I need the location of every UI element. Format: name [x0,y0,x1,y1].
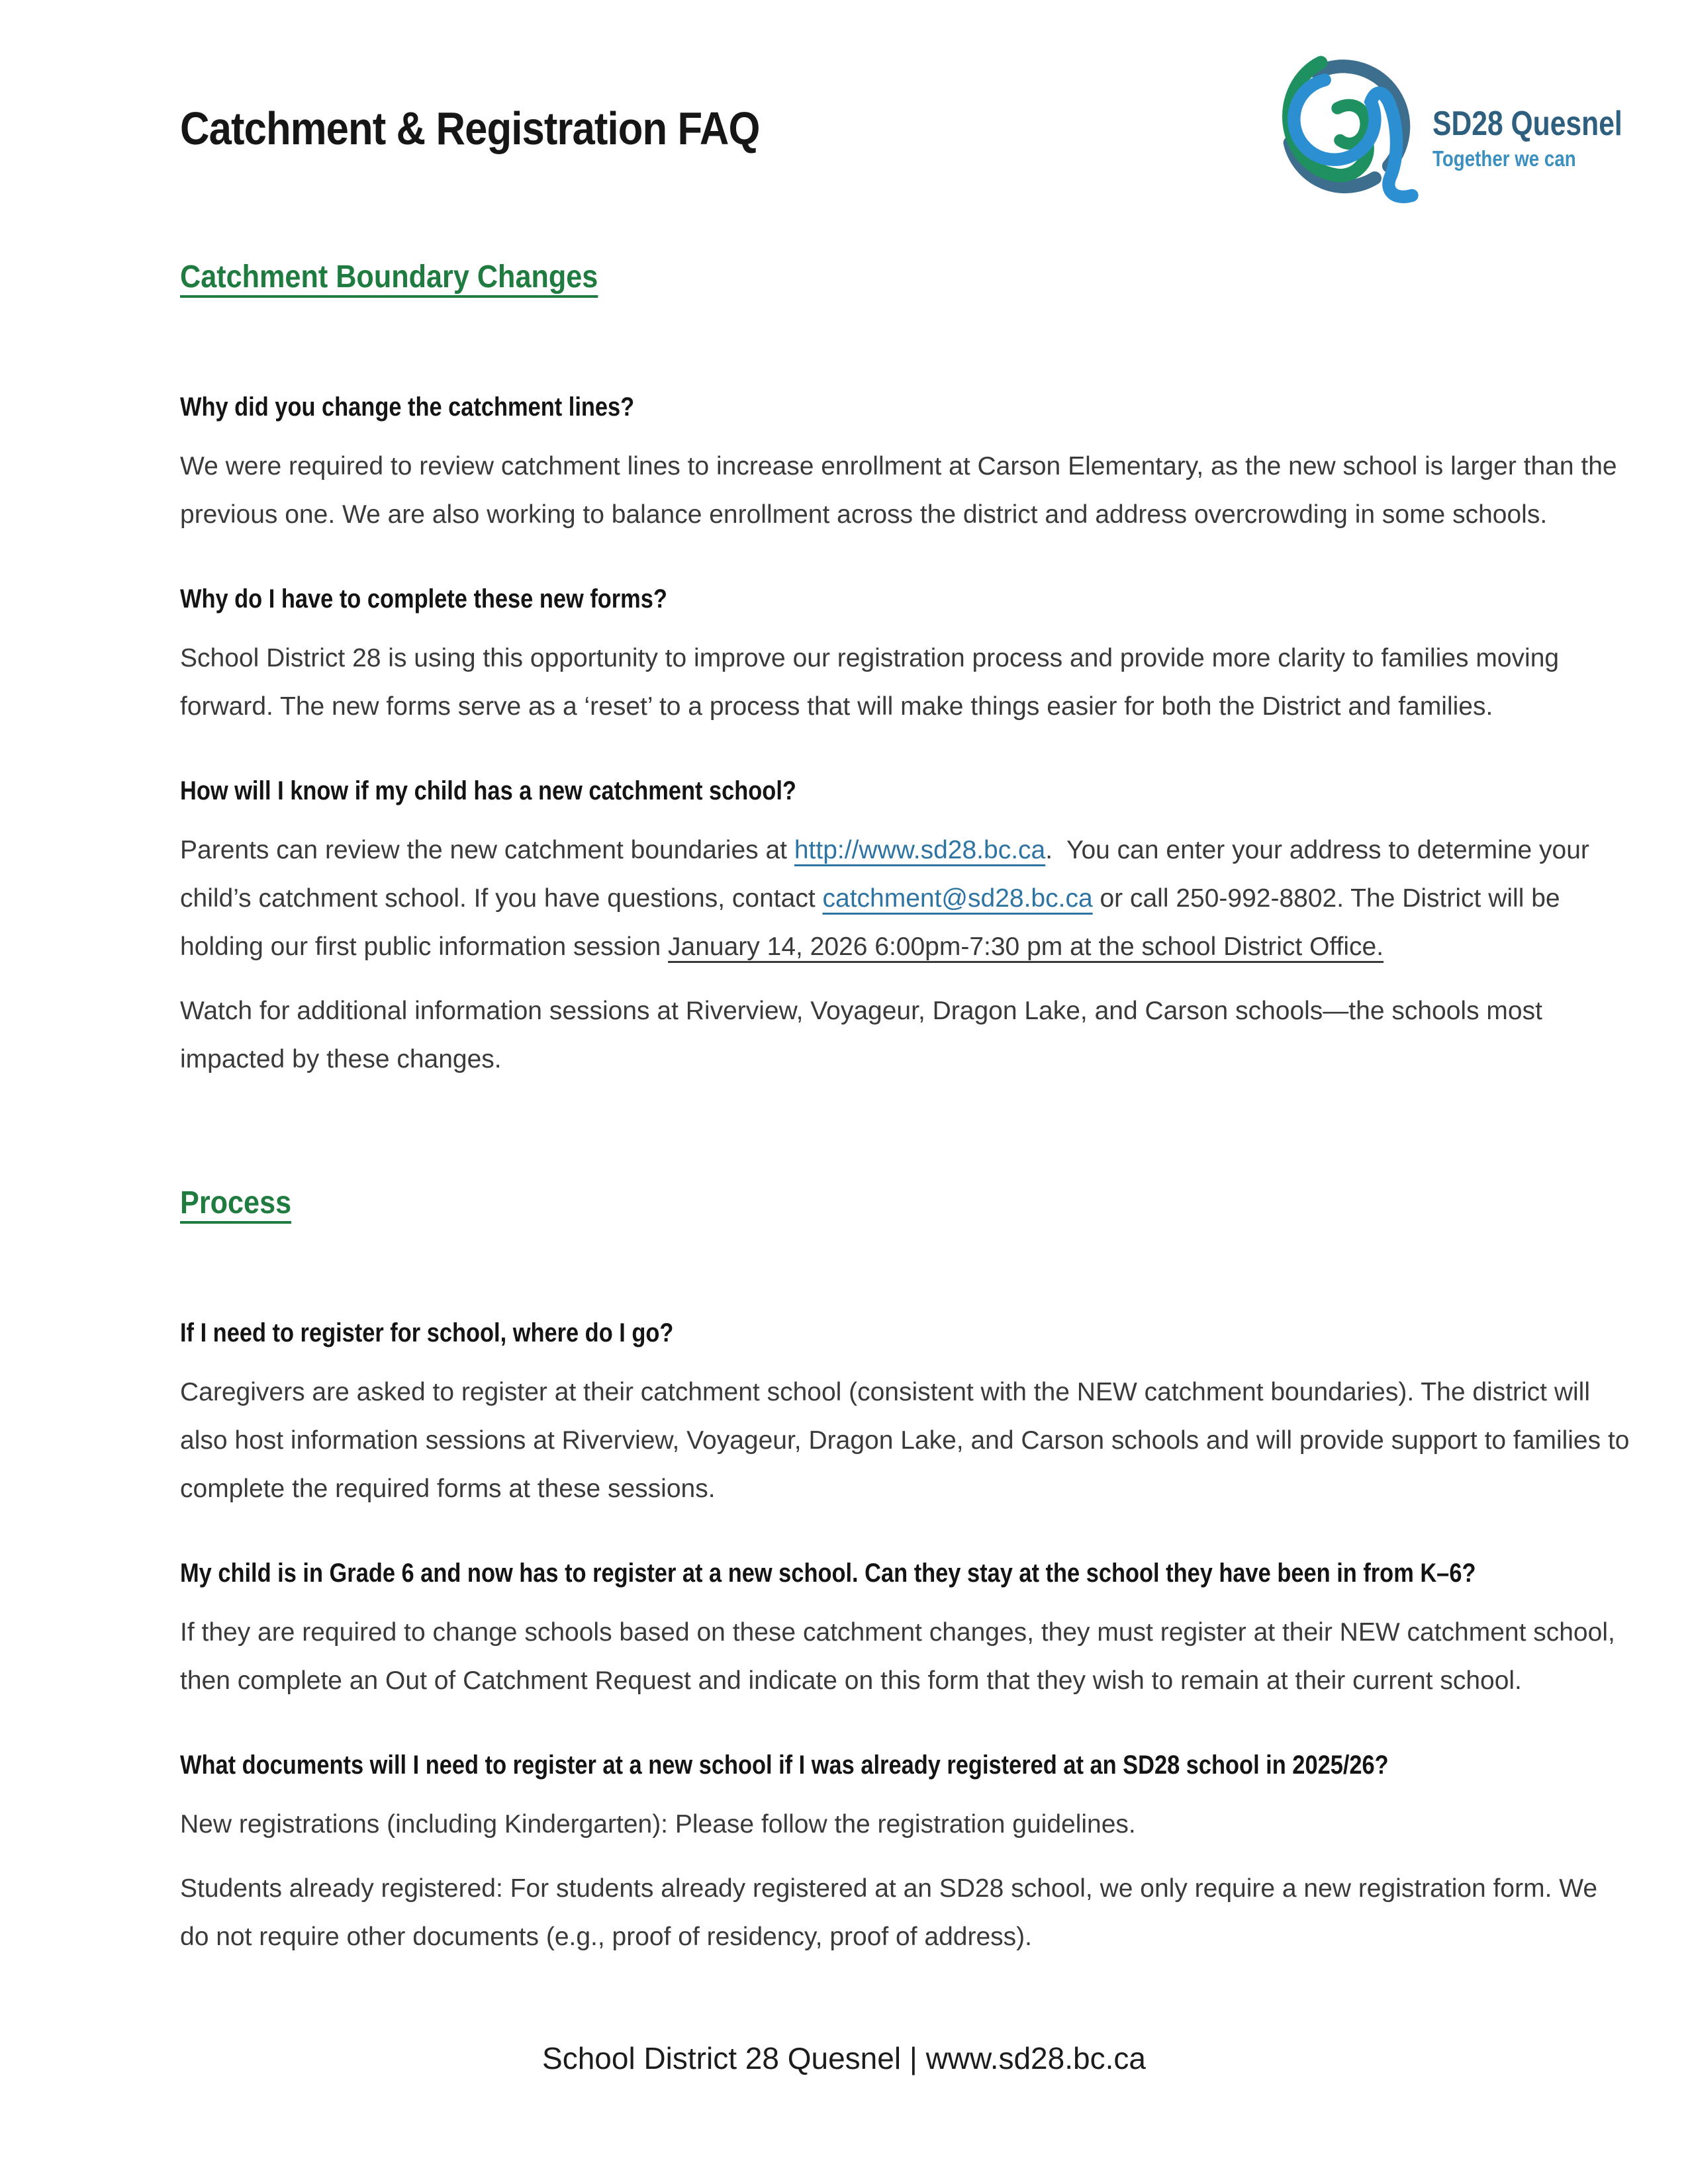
section-heading: Catchment Boundary Changes [180,259,598,295]
page-footer: School District 28 Quesnel | www.sd28.bc.ca [542,2041,1146,2075]
section-catchment-boundary-changes [180,258,1630,1083]
question: If I need to register for school, where do I go? [180,1318,674,1347]
info-session-date-underlined: January 14, 2026 6:00pm-7:30 pm at the school District Office. [668,933,1384,961]
answer-text: or call 250-992-8802. The District will be holding our first public information session [180,884,1568,961]
answer-text: . You can enter your address to determine your child’s catchment school. If you have questions, contact [180,836,1597,913]
qa-new-catchment-school [180,772,1630,1083]
answer-paragraph: Caregivers are asked to register at their catchment school (consistent with the NEW catchment boundaries). The district will also host information sessions at Riverview, Voyageur, Dragon Lake, and Carson schools and will provide support to families to complete the required forms at these sessions. [180,1378,1637,1503]
qa-documents-needed [180,1746,1630,1961]
logo-wordmark: SD28 Quesnel [1432,105,1622,143]
answer-paragraph: Students already registered: For students already registered at an SD28 school, we only require a new registration form. We do not require other documents (e.g., proof of residency, proof of address). [180,1874,1605,1951]
section-process [180,1184,1637,1961]
logo-tagline: Together we can [1432,146,1576,171]
answer-paragraph: School District 28 is using this opportunity to improve our registration process and provide more clarity to families moving forward. The new forms serve as a ‘reset’ to a process that will make things easier for both the District and families. [180,644,1566,721]
question: Why do I have to complete these new forms? [180,584,667,614]
answer-paragraph: New registrations (including Kindergarten): Please follow the registration guidelines. [180,1810,1136,1839]
answer-text: Parents can review the new catchment boundaries at [180,836,794,864]
question: My child is in Grade 6 and now has to register at a new school. Can they stay at the school they have been in from K–6? [180,1559,1476,1588]
question: How will I know if my child has a new catchment school? [180,776,796,805]
question: What documents will I need to register at a new school if I was already registered at an SD28 school in 2025/26? [180,1751,1389,1780]
question: Why did you change the catchment lines? [180,392,635,422]
page-title: Catchment & Registration FAQ [180,103,760,154]
answer-paragraph: Watch for additional information sessions at Riverview, Voyageur, Dragon Lake, and Carson schools—the schools most impacted by these changes. [180,997,1550,1073]
qa-grade6-new-school [180,1554,1630,1705]
qa-where-to-register [180,1314,1637,1513]
answer-paragraph: We were required to review catchment lines to increase enrollment at Carson Elementary, as the new school is larger than the previous one. We are also working to balance enrollment across the district and address overcrowding in some schools. [180,452,1624,529]
document-content [180,99,1637,1961]
answer-paragraph [180,826,1630,971]
qa-change-catchment-lines [180,388,1630,539]
qa-new-forms [180,580,1630,731]
answer-paragraph: If they are required to change schools based on these catchment changes, they must register at their NEW catchment school, then complete an Out of Catchment Request and indicate on this form that they wish to remain at their current school. [180,1618,1622,1695]
section-heading: Process [180,1185,292,1220]
catchment-email-link[interactable]: catchment@sd28.bc.ca [822,884,1093,913]
sd28-website-link[interactable]: http://www.sd28.bc.ca [794,836,1046,864]
